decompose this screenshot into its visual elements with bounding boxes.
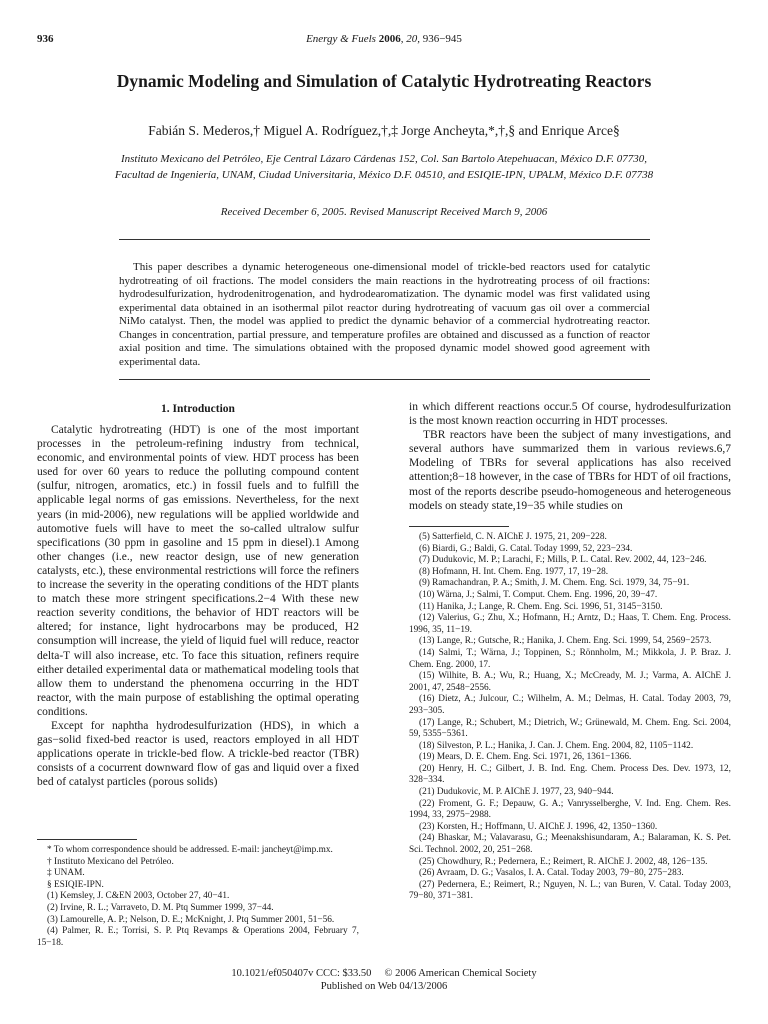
reference: (14) Salmi, T.; Wärna, J.; Toppinen, S.; Rönnholm, M.; Mikkola, J. P. Braz. J. Chem. Eng. 2000, 17. — [409, 647, 731, 670]
section-heading: 1. Introduction — [161, 403, 235, 415]
intro-body-right — [409, 400, 731, 520]
reference: (8) Hofmann, H. Int. Chem. Eng. 1977, 17, 19−28. — [419, 566, 609, 577]
footnote: § ESIQIE-IPN. — [47, 879, 104, 890]
journal-pages: 936−945 — [422, 33, 462, 45]
reference: (21) Dudukovic, M. P. AIChE J. 1977, 23, 940−944. — [419, 787, 614, 798]
footnote-rule — [37, 839, 137, 840]
intro-paragraph: TBR reactors have been the subject of many investigations, and several authors have summarized them in various reviews.6,7 Modeling of TBRs for several applications has also received attention;8−18 however, in the case of TBRs for HDT of oil fractions, most of the reports describe pseudo-homogeneous and heterogeneous models on steady state,19−35 while studies on — [409, 429, 731, 512]
footnotes — [37, 845, 359, 949]
reference: (22) Froment, G. F.; Depauw, G. A.; Vanrysselberghe, V. Ind. Eng. Chem. Res. 1994, 33, 2975−2988. — [409, 798, 731, 821]
reference: (6) Biardi, G.; Baldi, G. Catal. Today 1999, 52, 223−234. — [419, 543, 633, 554]
intro-paragraph: Except for naphtha hydrodesulfurization (HDS), in which a gas−solid fixed-bed reactor is used, reactors employed in all HDT applications operate in trickle-bed flow. A trickle-bed reactor (TBR) consists of a cocurrent downward flow of gas and liquid over a fixed bed of catalyst particles (porous solids) — [37, 719, 359, 789]
reference: (2) Irvine, R. L.; Varraveto, D. M. Ptq Summer 1999, 37−44. — [47, 902, 274, 913]
reference: (24) Bhaskar, M.; Valavarasu, G.; Meenakshisundaram, A.; Balaraman, K. S. Pet. Sci. Technol. 2002, 20, 251−268. — [409, 833, 731, 856]
reference: (26) Avraam, D. G.; Vasalos, I. A. Catal. Today 2003, 79−80, 275−283. — [419, 868, 684, 879]
intro-paragraph: Catalytic hydrotreating (HDT) is one of the most important processes in the petroleum-refining industry from technical, economic, and environmental points of view. HDT process has been used for over 60 years to reduce the polluting compound content (sulfur, nitrogen, aromatics, etc.) in fossil fuels and to fulfill the applicable legal norms of gas emissions. Nevertheless, for the next years (in mid-2006), new regulations will be applied worldwide and automotive fuels will have to meet the so-called ultralow sulfur specifications (30 ppm in gasoline and 15 ppm in diesel).1 Among other changes (i.e., new reactor design, use of new generation catalysts, etc.), these environmental restrictions will force the refiners to increase the severity in the operating conditions of the HDT plants to match these more stringent specifications.2−4 With these new reaction severity conditions, the behavior of HDT reactors will be altered; for instance, light hydrocarbons may be produced, H2 consumption will increase, the yield of liquid fuel will reduce, reactor delta-T will also increase, etc. To face this situation, refiners require either detailed experimental data or mathematical modeling tools that allow them to understand the phenomena occurring in the HDT reactor, with the main purpose of establishing the optimal operating conditions. — [37, 424, 359, 718]
abstract: This paper describes a dynamic heterogeneous one-dimensional model of trickle-bed reactors used for catalytic hydrotreating of oil fractions. The model considers the main reactions in the hydrotreating process of oil fractions: hydrodesulfurization, hydrodenitrogenation, and hydrodearomatization. The dynamic model was first validated using experimental data obtained in an isothermal pilot reactor during hydrotreating of vacuum gas oil over a commercial NiMo catalyst. Then, the model was applied to predict the dynamic behavior of a commercial hydrotreating reactor. Changes in concentration, partial pressure, and temperature profiles are obtained and discussed as a function of reactor axial position and time. The simulations obtained with the proposed dynamic model showed good agreement with experimental data. — [119, 261, 650, 368]
publication-date: Published on Web 04/13/2006 — [320, 981, 448, 992]
reference: (18) Silveston, P. L.; Hanika, J. Can. J. Chem. Eng. 2004, 82, 1105−1142. — [419, 740, 694, 751]
reference: (3) Lamourelle, A. P.; Nelson, D. E.; McKnight, J. Ptq Summer 2001, 51−56. — [47, 914, 335, 925]
doi-copyright-line: 10.1021/ef050407v CCC: $33.50 © 2006 American Chemical Society — [231, 968, 537, 979]
reference: (12) Valerius, G.; Zhu, X.; Hofmann, H.; Arntz, D.; Haas, T. Chem. Eng. Process. 1996, 35, 11−19. — [409, 613, 731, 635]
journal-volume: 20 — [406, 33, 418, 45]
footnote: † Instituto Mexicano del Petróleo. — [47, 856, 174, 867]
page-number: 936 — [37, 33, 54, 45]
reference: (25) Chowdhury, R.; Pedernera, E.; Reimert, R. AIChE J. 2002, 48, 126−135. — [419, 856, 708, 867]
journal-year: 2006 — [378, 33, 401, 45]
received-dates: Received December 6, 2005. Revised Manuscript Received March 9, 2006 — [220, 206, 548, 218]
reference: (10) Wärna, J.; Salmi, T. Comput. Chem. Eng. 1996, 20, 39−47. — [419, 589, 658, 600]
running-head: Energy & Fuels 2006, 20, 936−945 — [306, 33, 462, 45]
reference: (4) Palmer, R. E.; Torrisi, S. P. Ptq Revamps & Operations 2004, February 7, 15−18. — [37, 926, 359, 948]
reference: (23) Korsten, H.; Hoffmann, U. AIChE J. 1996, 42, 1350−1360. — [419, 821, 658, 832]
journal-name: Energy & Fuels — [306, 33, 376, 45]
abstract-top-rule — [119, 239, 650, 240]
footnote-rule — [409, 526, 509, 527]
reference: (15) Wilhite, B. A.; Wu, R.; Huang, X.; McCready, M. J.; Varma, A. AIChE J. 2001, 47, 2548−2556. — [409, 671, 731, 693]
reference: (1) Kemsley, J. C&EN 2003, October 27, 40−41. — [47, 891, 230, 902]
intro-body-left — [37, 423, 359, 833]
author-list: Fabián S. Mederos,† Miguel A. Rodríguez,†,‡ Jorge Ancheyta,*,†,§ and Enrique Arce§ — [148, 123, 620, 138]
intro-paragraph: in which different reactions occur.5 Of course, hydrodesulfurization is the most known reaction occurring in HDT processes. — [409, 401, 731, 428]
reference: (20) Henry, H. C.; Gilbert, J. B. Ind. Eng. Chem. Process Des. Dev. 1973, 12, 328−334. — [409, 763, 731, 786]
reference: (5) Satterfield, C. N. AIChE J. 1975, 21, 209−228. — [419, 532, 607, 542]
reference: (9) Ramachandran, P. A.; Smith, J. M. Chem. Eng. Sci. 1979, 34, 75−91. — [419, 578, 690, 589]
right-column — [409, 400, 731, 903]
reference: (7) Dudukovic, M. P.; Larachi, F.; Mills, P. L. Catal. Rev. 2002, 44, 123−246. — [419, 555, 707, 566]
reference: (17) Lange, R.; Schubert, M.; Dietrich, W.; Grünewald, M. Chem. Eng. Sci. 2004, 59, 5355−5361. — [409, 717, 731, 740]
reference: (27) Pedernera, E.; Reimert, R.; Nguyen, N. L.; van Buren, V. Catal. Today 2003, 79−80, 371−381. — [409, 879, 731, 902]
affiliation: Instituto Mexicano del Petróleo, Eje Central Lázaro Cárdenas 152, Col. San Bartolo Atepehuacan, México D.F. 07730, Facultad de Ingeniería, UNAM, Ciudad Universitaria, México D.F. 04510, and ESIQIE-IPN, UPALM, México D.F. 07738 — [114, 153, 654, 181]
paper-title: Dynamic Modeling and Simulation of Catalytic Hydrotreating Reactors — [116, 71, 652, 91]
abstract-bottom-rule — [119, 379, 650, 380]
reference: (13) Lange, R.; Gutsche, R.; Hanika, J. Chem. Eng. Sci. 1999, 54, 2569−2573. — [419, 636, 712, 647]
left-column — [37, 400, 359, 949]
footnote: ‡ UNAM. — [47, 868, 85, 879]
footnote: * To whom correspondence should be addressed. E-mail: jancheyt@imp.mx. — [47, 845, 333, 855]
reference-list — [409, 532, 731, 903]
reference: (16) Dietz, A.; Julcour, C.; Wilhelm, A. M.; Delmas, H. Catal. Today 2003, 79, 293−305. — [409, 694, 731, 716]
reference: (11) Hanika, J.; Lange, R. Chem. Eng. Sci. 1996, 51, 3145−3150. — [419, 601, 663, 612]
reference: (19) Mears, D. E. Chem. Eng. Sci. 1971, 26, 1361−1366. — [419, 752, 632, 763]
